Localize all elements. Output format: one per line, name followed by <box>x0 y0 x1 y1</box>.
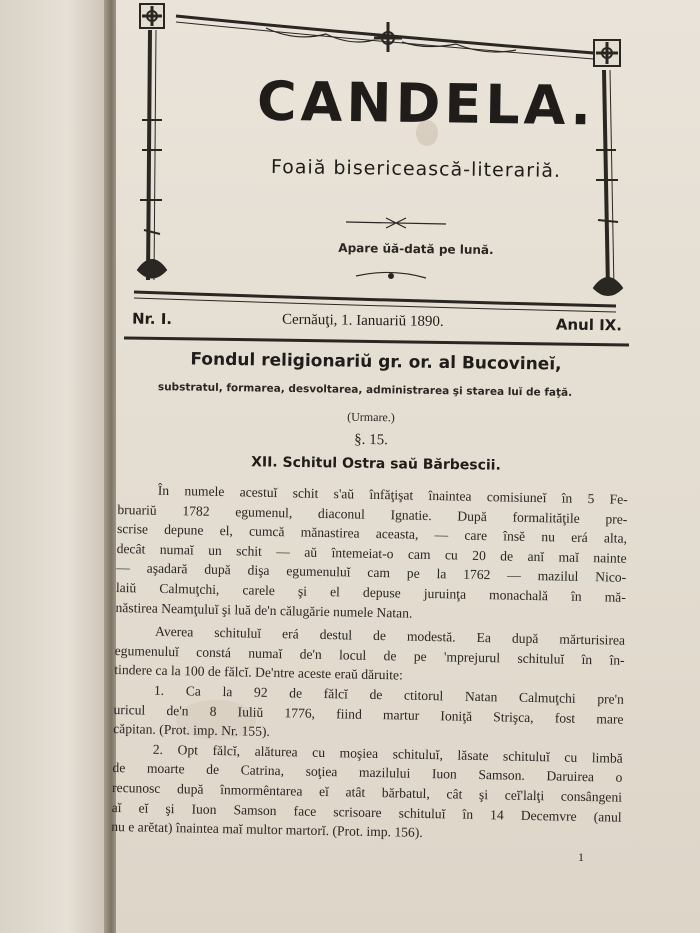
body-line: de moarte de Catrina, soţiea mazilului Iuon Samson. Daruirea o <box>112 760 623 786</box>
article-body <box>111 480 628 846</box>
body-line: nu e arĕtat) înaintea maĭ multor martorĭ. (Prot. imp. 156). <box>111 819 423 841</box>
journal-subtitle: Foaiă bisericească-literariă. <box>270 155 562 183</box>
chapter-heading: XII. Schitul Ostra saŭ Bărbescii. <box>251 454 501 474</box>
body-line: tindere ca la 100 de fălcĭ. De'ntre aceste eraŭ dăruite: <box>114 662 403 683</box>
body-line: decât numaĭ un schit — aŭ întemeiat-o cam cu 20 de anĭ maĭ nainte <box>116 540 627 566</box>
facing-page <box>0 0 112 933</box>
body-line: năstirea Neamţuluĭ şi luă de'n călugărie numele Natan. <box>115 599 413 621</box>
publication-frequency: Apare ŭă-dată pe lună. <box>338 240 494 258</box>
issue-date: Cernăuţi, 1. Ianuariŭ 1890. <box>281 311 444 330</box>
journal-page <box>111 0 700 933</box>
body-line: recunosc după înmormêntarea eĭ atât bărbatul, cât şi ceĭ'lalţi consângeni <box>111 779 623 805</box>
body-line: uricul de'n 8 Iuliŭ 1776, fiind martur Ioniţă Strişca, fost mare <box>113 701 624 727</box>
body-line: căpitan. (Prot. imp. Nr. 155). <box>113 721 271 740</box>
article-title: Fondul religionariŭ gr. or. al Bucovineĭ, <box>190 349 562 375</box>
article-subtitle: substratul, formarea, desvoltarea, administrarea şi starea luĭ de faţă. <box>157 381 573 399</box>
body-line: 1. Ca la 92 de fălcĭ de ctitorul Natan Calmuţchi pre'n <box>153 682 625 707</box>
body-line: — aşadară după dişa egumenuluĭ cam pe la 1762 — mazilul Nico- <box>116 560 627 586</box>
body-line: bruariŭ 1782 egumenul, diaconul Ignatie. După formalităţile pre- <box>117 501 628 527</box>
journal-title: CANDELA. <box>256 69 596 138</box>
page-number: 1 <box>578 850 584 864</box>
body-line: În numele acestuĭ schit s'aŭ înfăţişat înaintea comisiuneĭ în 5 Fe- <box>157 482 628 507</box>
body-line: scrise depune el, cumcă mănastirea aceasta, — care însĕ nu erá alta, <box>116 521 628 546</box>
issue-year: Anul IX. <box>555 315 623 335</box>
header-rule <box>124 336 629 346</box>
body-line: aĭ eĭ şi Iuon Samson face scrisoare schituluĭ în 14 Decemvre (anul <box>111 799 622 825</box>
body-line: laiŭ Calmuţchi, carele şi el depuse juruinţa monachală în mă- <box>115 579 626 605</box>
body-line: Averea schituluĭ erá destul de modestă. Ea după mărturisirea <box>154 623 626 648</box>
body-line: egumenuluĭ constá numaĭ de'n locul de pe 'mprejurul schituluĭ în în- <box>114 642 625 668</box>
issue-number: Nr. I. <box>131 309 173 329</box>
continued-note: (Urmare.) <box>347 409 395 425</box>
body-line: 2. Opt fălcĭ, alăturea cu moşiea schituluĭ, lăsate schituluĭ cu limbă <box>152 741 623 766</box>
section-number: §. 15. <box>354 431 388 449</box>
